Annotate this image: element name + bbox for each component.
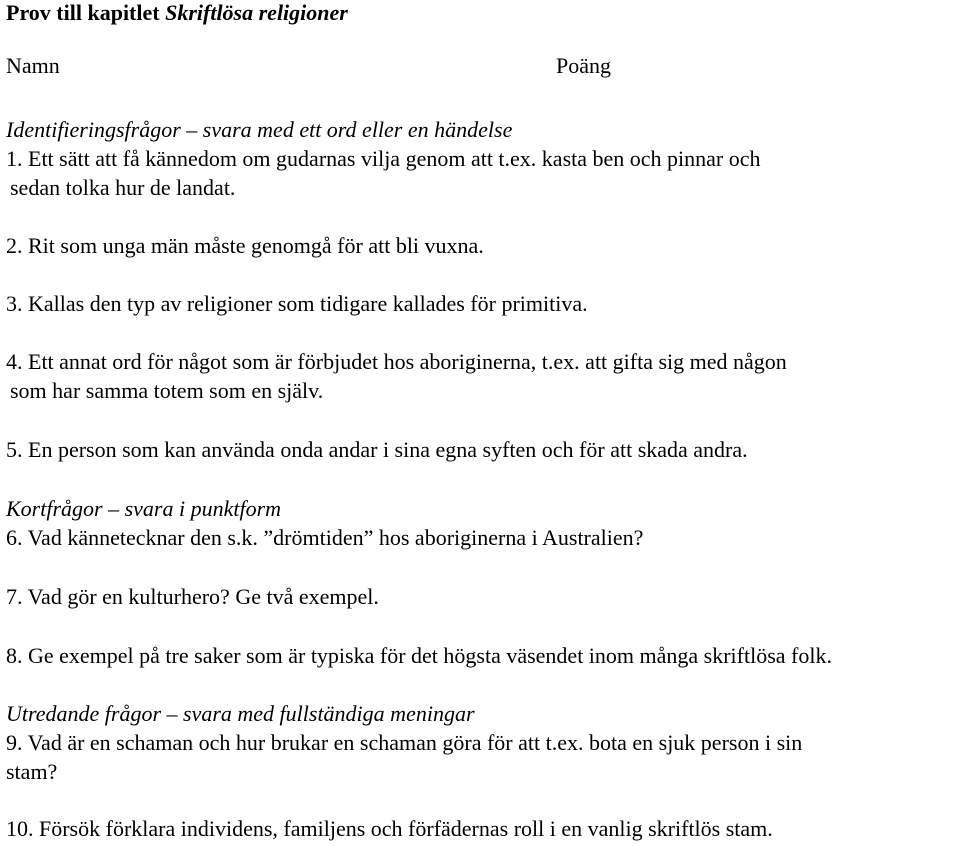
title-prefix: Prov till kapitlet xyxy=(6,0,166,25)
question-3: 3. Kallas den typ av religioner som tidigare kallades för primitiva. xyxy=(6,291,588,316)
question-1-line-1: 1. Ett sätt att få kännedom om gudarnas vilja genom att t.ex. kasta ben och pinnar och xyxy=(6,146,761,171)
question-6: 6. Vad kännetecknar den s.k. ”drömtiden” hos aboriginerna i Australien? xyxy=(6,525,644,550)
section-heading-short: Kortfrågor – svara i punktform xyxy=(6,496,282,521)
name-label: Namn xyxy=(6,53,60,78)
section-heading-identification: Identifieringsfrågor – svara med ett ord eller en händelse xyxy=(6,117,513,142)
question-9-line-1: 9. Vad är en schaman och hur brukar en schaman göra för att t.ex. bota en sjuk person i sin xyxy=(6,730,803,755)
question-7: 7. Vad gör en kulturhero? Ge två exempel. xyxy=(6,584,379,609)
question-4-line-1: 4. Ett annat ord för något som är förbjudet hos aboriginerna, t.ex. att gifta sig med någon xyxy=(6,349,787,374)
question-4-line-2: som har samma totem som en själv. xyxy=(10,378,324,403)
section-heading-essay: Utredande frågor – svara med fullständiga meningar xyxy=(6,701,475,726)
question-9-line-2: stam? xyxy=(6,759,58,784)
title-emphasis: Skriftlösa religioner xyxy=(165,0,348,25)
page-title xyxy=(6,0,348,26)
question-5: 5. En person som kan använda onda andar i sina egna syften och för att skada andra. xyxy=(6,437,748,462)
question-8: 8. Ge exempel på tre saker som är typiska för det högsta väsendet inom många skriftlösa folk. xyxy=(6,643,832,668)
question-10: 10. Försök förklara individens, familjens och förfädernas roll i en vanlig skriftlös stam. xyxy=(6,816,773,841)
points-label: Poäng xyxy=(556,53,611,78)
question-1-line-2: sedan tolka hur de landat. xyxy=(10,175,236,200)
question-2: 2. Rit som unga män måste genomgå för att bli vuxna. xyxy=(6,233,484,258)
